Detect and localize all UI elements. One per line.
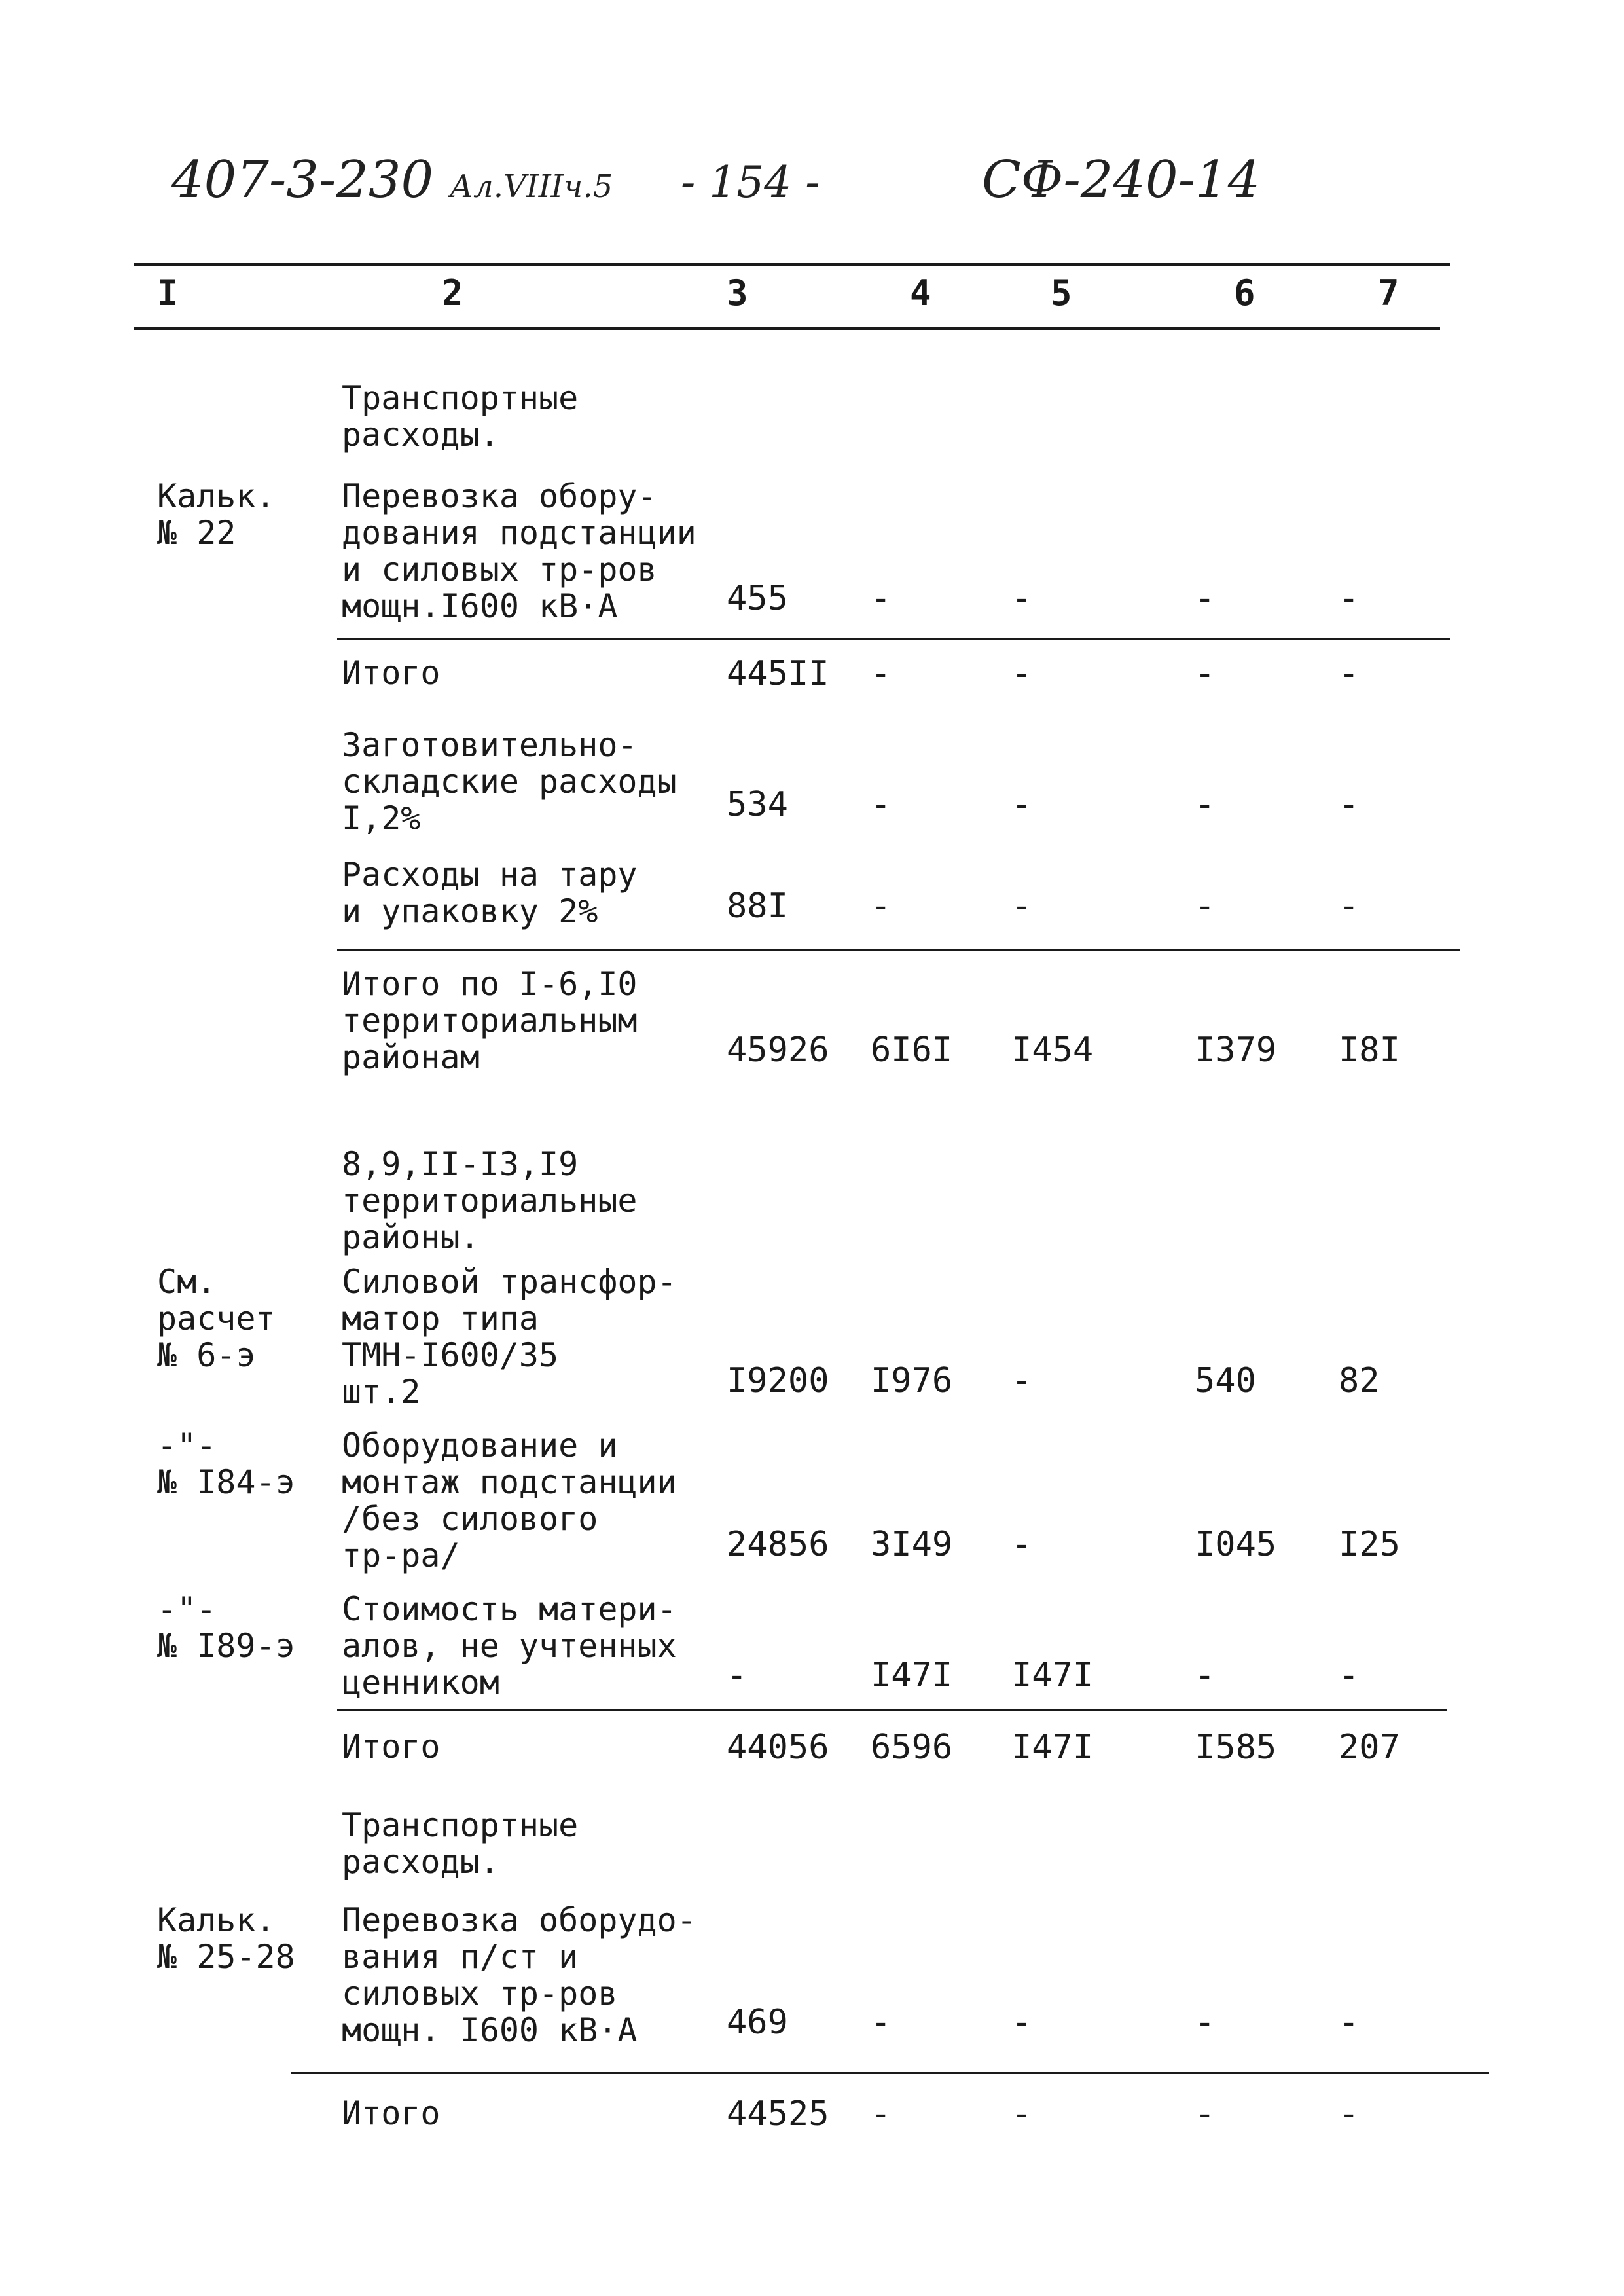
cell-col-3: 45926 xyxy=(727,1030,829,1070)
cell-col-7: - xyxy=(1339,886,1360,926)
cell-col-7: - xyxy=(1339,654,1360,693)
cell-col-7: I8I xyxy=(1339,1030,1400,1070)
column-header-5: 5 xyxy=(1051,272,1072,314)
row-reference: -"- № I84-э xyxy=(157,1427,295,1501)
column-header-6: 6 xyxy=(1234,272,1255,314)
row-description: Итого xyxy=(342,654,441,692)
cell-col-3: 24856 xyxy=(727,1525,829,1564)
cell-col-5: - xyxy=(1011,654,1032,693)
doc-code-suffix: Ал.VIIIч.5 xyxy=(449,168,613,205)
header-top-rule xyxy=(134,263,1450,266)
row-description: Итого по I-6,I0 территориальным районам xyxy=(342,965,638,1076)
cell-col-3: I9200 xyxy=(727,1361,829,1400)
doc-code-main: 407-3-230 xyxy=(171,151,434,210)
cell-col-6: - xyxy=(1195,579,1216,618)
cell-col-3: 44056 xyxy=(727,1728,829,1767)
page-number: - 154 - xyxy=(681,157,820,208)
cell-col-4: - xyxy=(871,886,892,926)
column-header-2: 2 xyxy=(442,272,463,314)
cell-col-4: - xyxy=(871,785,892,824)
cell-col-6: - xyxy=(1195,2094,1216,2134)
cell-col-4: - xyxy=(871,2003,892,2042)
row-reference: -"- № I89-э xyxy=(157,1590,295,1665)
cell-col-7: - xyxy=(1339,1656,1360,1695)
document-code xyxy=(171,151,613,210)
cell-col-4: I47I xyxy=(871,1656,953,1695)
row-description: Силовой трансфор- матор типа ТМН-I600/35 шт.2 xyxy=(342,1263,677,1411)
cell-col-6: I585 xyxy=(1195,1728,1277,1767)
cell-col-3: - xyxy=(727,1656,748,1695)
column-header-1: I xyxy=(157,272,179,314)
column-header-3: 3 xyxy=(727,272,748,314)
cell-col-4: - xyxy=(871,2094,892,2134)
cell-col-5: - xyxy=(1011,2094,1032,2134)
cell-col-6: - xyxy=(1195,785,1216,824)
cell-col-7: - xyxy=(1339,579,1360,618)
cell-col-3: 445II xyxy=(727,654,829,693)
header-bottom-rule xyxy=(134,327,1440,330)
cell-col-6: I045 xyxy=(1195,1525,1277,1564)
cell-col-4: - xyxy=(871,579,892,618)
row-reference: Кальк. № 22 xyxy=(157,477,276,552)
cell-col-6: - xyxy=(1195,2003,1216,2042)
cell-col-6: - xyxy=(1195,1656,1216,1695)
cell-col-5: - xyxy=(1011,886,1032,926)
sheet-code: СФ-240-14 xyxy=(982,151,1261,210)
cell-col-3: 88I xyxy=(727,886,788,926)
separator-rule xyxy=(291,2072,1489,2074)
cell-col-5: I47I xyxy=(1011,1656,1094,1695)
cell-col-5: - xyxy=(1011,1525,1032,1564)
column-header-4: 4 xyxy=(910,272,931,314)
cell-col-4: - xyxy=(871,654,892,693)
cell-col-5: - xyxy=(1011,579,1032,618)
cell-col-6: - xyxy=(1195,654,1216,693)
row-reference: См. расчет № 6-э xyxy=(157,1263,276,1374)
cell-col-7: 82 xyxy=(1339,1361,1380,1400)
row-description: Итого xyxy=(342,1728,441,1766)
row-description: Расходы на тару и упаковку 2% xyxy=(342,856,638,930)
cell-col-3: 455 xyxy=(727,579,788,618)
cell-col-6: I379 xyxy=(1195,1030,1277,1070)
column-header-7: 7 xyxy=(1378,272,1399,314)
separator-rule xyxy=(337,1709,1447,1711)
cell-col-3: 469 xyxy=(727,2003,788,2042)
cell-col-5: - xyxy=(1011,1361,1032,1400)
cell-col-5: - xyxy=(1011,785,1032,824)
separator-rule xyxy=(337,638,1450,640)
cell-col-3: 534 xyxy=(727,785,788,824)
cell-col-4: 3I49 xyxy=(871,1525,953,1564)
row-description: Итого xyxy=(342,2094,441,2132)
row-description: Перевозка обору- дования подстанции и силовых тр-ров мощн.I600 кВ·А xyxy=(342,477,696,625)
cell-col-4: 6I6I xyxy=(871,1030,953,1070)
cell-col-3: 44525 xyxy=(727,2094,829,2134)
cell-col-4: 6596 xyxy=(871,1728,953,1767)
row-description: Перевозка оборудо- вания п/ст и силовых тр-ров мощн. I600 кВ·А xyxy=(342,1901,696,2049)
cell-col-7: - xyxy=(1339,785,1360,824)
cell-col-5: I454 xyxy=(1011,1030,1094,1070)
cell-col-5: I47I xyxy=(1011,1728,1094,1767)
cell-col-7: I25 xyxy=(1339,1525,1400,1564)
row-description: Заготовительно- складские расходы I,2% xyxy=(342,726,677,837)
cell-col-7: 207 xyxy=(1339,1728,1400,1767)
row-description: Транспортные расходы. xyxy=(342,1806,579,1881)
cell-col-6: 540 xyxy=(1195,1361,1256,1400)
separator-rule xyxy=(337,949,1460,951)
cell-col-7: - xyxy=(1339,2094,1360,2134)
row-description: Транспортные расходы. xyxy=(342,379,579,454)
cell-col-6: - xyxy=(1195,886,1216,926)
cell-col-4: I976 xyxy=(871,1361,953,1400)
row-description: 8,9,II-I3,I9 территориальные районы. xyxy=(342,1145,638,1256)
row-reference: Кальк. № 25-28 xyxy=(157,1901,295,1976)
row-description: Стоимость матери- алов, не учтенных ценником xyxy=(342,1590,677,1702)
cell-col-5: - xyxy=(1011,2003,1032,2042)
row-description: Оборудование и монтаж подстанции /без силового тр-ра/ xyxy=(342,1427,677,1575)
cell-col-7: - xyxy=(1339,2003,1360,2042)
